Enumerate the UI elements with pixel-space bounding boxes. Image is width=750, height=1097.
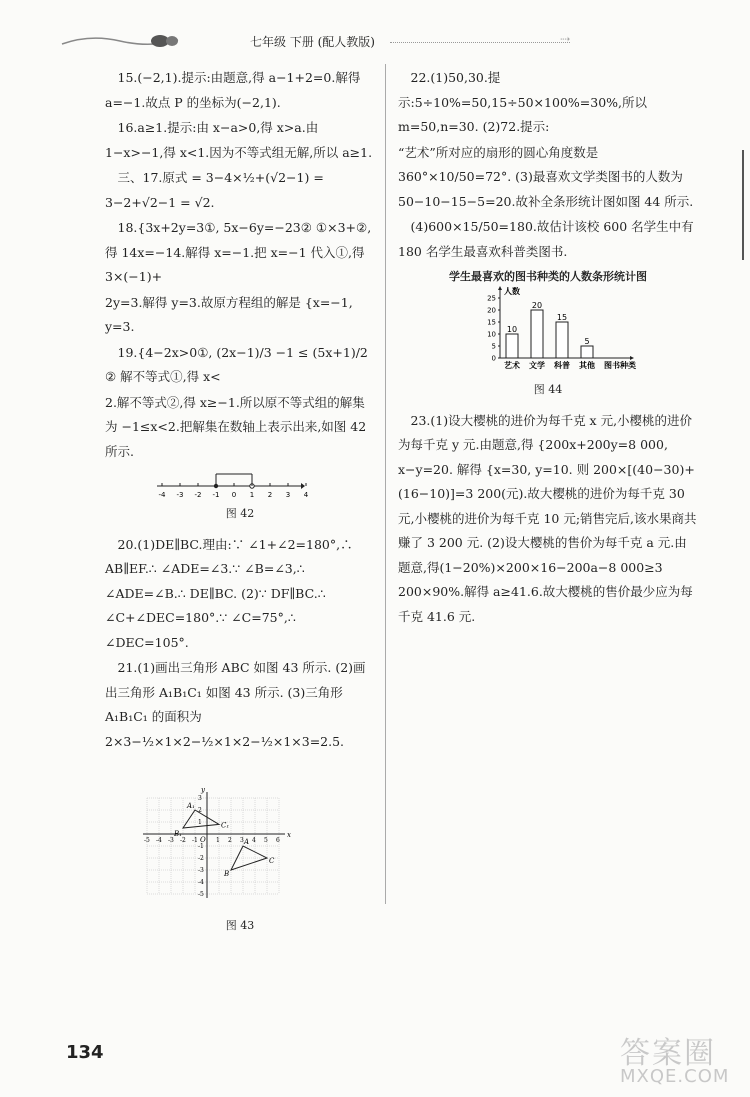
number-line-tick-label: 0 [231, 491, 237, 499]
number-line-figure-42 [155, 466, 309, 500]
point-a1-label: A₁ [187, 802, 195, 810]
y-tick-label: -5 [198, 891, 204, 898]
number-line-tick-label: -1 [212, 491, 220, 499]
x-axis-label: x [287, 831, 291, 839]
bar-chart-figure-44 [476, 284, 646, 376]
chart-y-tick-label: 10 [487, 330, 496, 339]
watermark-line-2: MXQE.COM [620, 1066, 730, 1087]
y-tick-label: -2 [198, 855, 204, 862]
column-divider [385, 64, 386, 904]
chart-data-label: 5 [584, 337, 590, 346]
chart-y-arrow-icon [498, 286, 502, 290]
answer-21: 21.(1)画出三角形 ABC 如图 43 所示. (2)画出三角形 A₁B₁C₁ 如图 43 所示. (3)三角形 A₁B₁C₁ 的面积为 2×3−½×1×2−½×1×2−½×1×3=2.5. [105, 660, 366, 749]
header-logo-icon [60, 32, 180, 50]
chart-title: 学生最喜欢的图书种类的人数条形统计图 [449, 270, 647, 283]
answer-22-part-c: (4)600×15/50=180.故估计该校 600 名学生中有 180 名学生最喜欢科普类图书. [398, 219, 694, 259]
y-tick-label: -4 [198, 879, 204, 886]
left-column [105, 66, 375, 945]
chart-category-label: 艺术 [504, 361, 520, 370]
number-line-tick-label: -3 [176, 491, 184, 499]
y-tick-label: 1 [198, 819, 202, 826]
figure-43-caption: 图 43 [225, 919, 255, 932]
header-dotted-rule [390, 42, 570, 43]
chart-bar [581, 346, 593, 358]
point-c1-label: C₁ [221, 821, 230, 830]
x-tick-label: 2 [228, 837, 232, 844]
chart-bar [506, 334, 518, 358]
x-tick-label: -2 [180, 837, 186, 844]
answer-16: 16.a≥1.提示:由 x−a>0,得 x>a.由 1−x>−1,得 x<1.因为不等式组无解,所以 a≥1. [105, 120, 373, 160]
x-tick-label: -5 [144, 837, 150, 844]
x-tick-label: 5 [264, 837, 268, 844]
answer-17: 三、17.原式 = 3−4×½+(√2−1) = 3−2+√2−1 = √2. [105, 170, 324, 210]
chart-data-label: 15 [556, 313, 568, 322]
answer-18-part-a: 18.{3x+2y=3①, 5x−6y=−23② ①×3+②,得 14x=−14.解得 x=−1.把 x=−1 代入①,得 3×(−1)+ [105, 220, 372, 284]
x-tick-label: 4 [252, 837, 256, 844]
y-tick-label: -1 [198, 843, 204, 850]
y-tick-label: 3 [198, 795, 202, 802]
chart-data-label: 10 [506, 325, 518, 334]
chart-y-tick-label: 25 [487, 294, 496, 303]
x-tick-label: -1 [192, 837, 198, 844]
answer-15: 15.(−2,1).提示:由题意,得 a−1+2=0.解得 a=−1.故点 P 的坐标为(−2,1). [105, 70, 361, 110]
coordinate-grid-figure-43 [145, 762, 315, 912]
x-tick-label: 6 [276, 837, 280, 844]
number-line-tick-label: -4 [158, 491, 166, 499]
chart-data-label: 20 [531, 301, 543, 310]
answer-20: 20.(1)DE∥BC.理由:∵ ∠1+∠2=180°,∴ AB∥EF.∴ ∠ADE=∠3.∵ ∠B=∠3,∴ ∠ADE=∠B.∴ DE∥BC. (2)∵ DF∥BC.∴ ∠C+∠DEC=180°.∵ ∠C=75°,∴ ∠DEC=105°. [105, 536, 353, 650]
x-tick-label: 3 [240, 837, 244, 844]
chart-category-label: 其他 [579, 361, 595, 370]
chart-y-tick-label: 20 [487, 306, 496, 315]
chart-y-label: 人数 [504, 287, 520, 296]
header-grade: 七年级 下册 (配人教版) [250, 35, 375, 49]
x-tick-label: -3 [168, 837, 174, 844]
x-tick-label: -4 [156, 837, 162, 844]
y-tick-label: 2 [198, 807, 202, 814]
page-edge-bar [742, 150, 744, 260]
chart-category-label: 科普 [554, 361, 570, 370]
chart-bar [531, 310, 543, 358]
chart-y-tick-label: 5 [491, 342, 496, 351]
answer-23: 23.(1)设大樱桃的进价为每千克 x 元,小樱桃的进价为每千克 y 元.由题意,得 {200x+200y=8 000, x−y=20. 解得 {x=30, y=10. 则 200×[(40−30)+(16−10)]=3 200(元).故大樱桃的进价为每千克 30 元,小樱桃的进价为每千克 10 元;销售完后,该水果商共赚了 3 200 元. (2)设大樱桃的售价为每千克 a 元.由题意,得(1−20%)×200×16−200a−8 000≥3 200×90%.解得 a≥41.6.故大樱桃的售价最少应为每千克 41.6 元. [398, 412, 697, 624]
chart-x-label: 图书种类 [604, 361, 636, 370]
page-number: 134 [66, 1042, 104, 1063]
answer-22-part-b: “艺术”所对应的扇形的圆心角度数是 360°×10/50=72°. (3)最喜欢文学类图书的人数为 50−10−15−5=20.故补全条形统计图如图 44 所示. [398, 144, 694, 209]
answer-19-part-b: 2.解不等式②,得 x≥−1.所以原不等式组的解集为 −1≤x<2.把解集在数轴上表示出来,如图 42 所示. [105, 394, 367, 459]
number-line-tick-label: 2 [267, 491, 273, 499]
number-line-tick-label: 1 [249, 491, 255, 499]
answer-22-part-a: 22.(1)50,30.提示:5÷10%=50,15÷50×100%=30%,所以 m=50,n=30. (2)72.提示: [398, 70, 647, 134]
number-line-tick-label: 3 [285, 491, 291, 499]
watermark [620, 1028, 740, 1088]
point-b-label: B [224, 870, 230, 878]
y-tick-label: -3 [198, 867, 204, 874]
chart-bar [556, 322, 568, 358]
x-tick-label: 1 [216, 837, 220, 844]
y-axis-label: y [201, 786, 205, 794]
figure-44-caption: 图 44 [533, 383, 563, 396]
chart-y-tick-label: 0 [491, 354, 496, 363]
page-header [60, 30, 700, 54]
answer-19-part-a: 19.{4−2x>0①, (2x−1)/3 −1 ≤ (5x+1)/2 ② 解不等式①,得 x< [105, 344, 368, 384]
point-c-label: C [269, 857, 275, 865]
right-column [398, 66, 698, 630]
number-line-tick-label: 4 [303, 491, 309, 499]
chart-x-arrow-icon [630, 356, 634, 360]
answer-18-part-b: 2y=3.解得 y=3.故原方程组的解是 {x=−1, y=3. [105, 294, 353, 334]
origin-label: O [200, 836, 206, 844]
chart-y-tick-label: 15 [487, 318, 496, 327]
point-b1-label: B₁ [174, 830, 182, 838]
figure-42-caption: 图 42 [225, 507, 255, 520]
number-line-tick-label: -2 [194, 491, 202, 499]
header-arrow-icon: ⇢ [560, 32, 571, 46]
point-a-label: A [244, 838, 250, 846]
chart-category-label: 文学 [529, 361, 545, 370]
watermark-line-1: 答案圈 [620, 1036, 716, 1071]
